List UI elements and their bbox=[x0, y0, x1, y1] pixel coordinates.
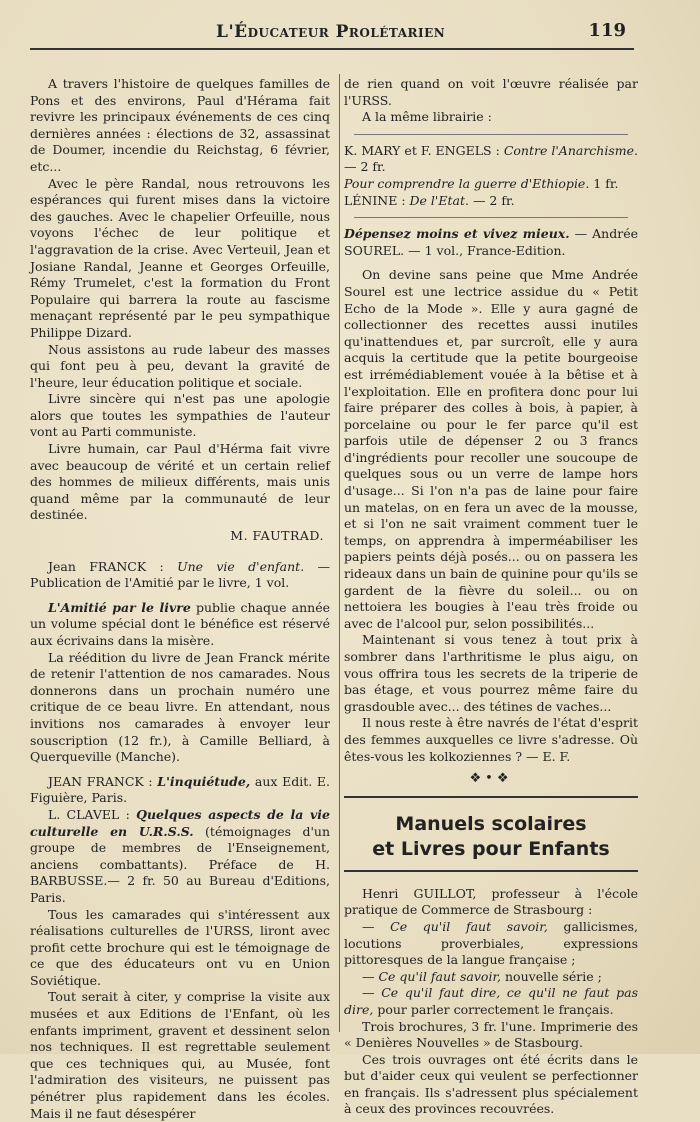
book-paragraph bbox=[30, 600, 330, 650]
book-title: Dépensez moins et vivez mieux. bbox=[344, 226, 570, 242]
book-entry bbox=[344, 193, 638, 210]
review-paragraph: Ces trois ouvrages ont été écrits dans le but d'aider ceux qui veulent se perfectionner en français. Ils s'adressent plus spécialement à ceux des provinces recouvrées. bbox=[344, 1051, 638, 1117]
review-paragraph: Avec le père Randal, nous retrouvons les espérances qui furent mises dans la victoire des gauches. Avec le chapelier Orfeuille, nous voyons l'échec de leur politique et l'aggravation de la crise. Avec Verteuil, Jean et Josiane Randal, Jeanne et Georges Orfeuille, Rémy Trumelet, c'est la formation du Front Populaire qui barrera la route au fascisme menaçant représenté par le peu sympathique Philippe Dizard. bbox=[30, 175, 330, 340]
book-title: L'inquiétude, bbox=[157, 773, 251, 789]
book-title: Ce qu'il faut savoir, bbox=[390, 918, 548, 934]
book-entry bbox=[344, 226, 638, 259]
book-entry bbox=[30, 559, 330, 592]
book-paragraph: Henri GUILLOT, professeur à l'école pratique de Commerce de Strasbourg : bbox=[344, 885, 638, 918]
book-details: — 2 fr. bbox=[468, 192, 515, 208]
book-author: Jean FRANCK : bbox=[48, 558, 178, 574]
book-details: nouvelle série ; bbox=[501, 968, 602, 984]
review-paragraph: Nous assistons au rude labeur des masses qui font peu à peu, devant la gravité de l'heure, leur éducation politique et sociale. bbox=[30, 341, 330, 390]
header-rule bbox=[30, 48, 634, 50]
section-heading-line: et Livres pour Enfants bbox=[372, 837, 610, 860]
book-title: Contre l'Anarchisme. bbox=[503, 142, 638, 158]
book-entry bbox=[30, 774, 330, 807]
book-entry bbox=[344, 919, 638, 969]
book-author: LÉNINE : bbox=[344, 192, 410, 208]
book-title: De l'Etat. bbox=[409, 192, 469, 208]
book-details: 1 fr. bbox=[589, 175, 619, 191]
book-entry bbox=[344, 176, 638, 193]
book-author: JEAN FRANCK : bbox=[48, 773, 158, 789]
book-entry bbox=[30, 807, 330, 907]
book-title: Ce qu'il faut savoir, bbox=[378, 968, 502, 984]
review-paragraph: de rien quand on voit l'œuvre réalisée par l'URSS. bbox=[344, 76, 638, 108]
review-paragraph: Livre humain, car Paul d'Hérma fait vivre avec beaucoup de vérité et un certain relief des hommes de milieux différents, mais unis quand même par la communauté de leur destinée. bbox=[30, 441, 330, 523]
book-details: pour parler correctement le français. bbox=[373, 1001, 614, 1017]
running-head bbox=[216, 22, 636, 46]
section-heading bbox=[344, 812, 638, 862]
book-title: Ce qu'il faut dire, ce qu'il ne faut pas dire, bbox=[344, 985, 638, 1017]
paragraph-text: publie chaque année un volume spécial dont le bénéfice est réservé aux écrivains dans la misère. bbox=[30, 599, 331, 648]
journal-title: L'Éducateur Prolétarien bbox=[216, 22, 446, 42]
review-paragraph: Trois brochures, 3 fr. l'une. Imprimerie des « Denières Nouvelles » de Stasbourg. bbox=[344, 1018, 638, 1051]
review-paragraph: Tous les camarades qui s'intéressent aux réalisations culturelles de l'URSS, liront avec profit cette brochure qui est le témoignage de ce que des éducateurs ont vu en Union Soviétique. bbox=[30, 906, 330, 988]
book-entry bbox=[344, 985, 638, 1018]
column-divider bbox=[339, 74, 340, 1032]
dash: — bbox=[362, 985, 382, 1001]
review-paragraph: A la même librairie : bbox=[362, 109, 492, 125]
book-author: L. CLAVEL : bbox=[48, 806, 137, 822]
section-rule bbox=[344, 870, 638, 872]
review-paragraph: Tout serait à citer, y comprise la visite aux musées et aux Editions de l'Enfant, où les enfants impriment, gravent et dessinent selon nos techniques. Il est regrettable seulement que ces techniques qui, au Musée, font l'admiration des visiteurs, ne puissent pas pénétrer plus rapidement dans les écoles. Mais il ne faut désespérer bbox=[30, 989, 330, 1121]
book-details: — 2 fr. bbox=[344, 159, 386, 175]
review-paragraph: A travers l'histoire de quelques familles de Pons et des environs, Paul d'Hérama fait revivre les principaux événements de ces cinq dernières années : élections de 32, assassinat de Doumer, incendie du Reichstag, 6 février, etc... bbox=[30, 76, 330, 174]
book-entry bbox=[344, 969, 638, 986]
separator-rule bbox=[354, 134, 628, 135]
left-column bbox=[30, 76, 330, 1122]
book-details: — Andrée SOUREL. — 1 vol., France-Edition. bbox=[344, 226, 638, 258]
dash: — bbox=[362, 918, 391, 934]
book-author: K. MARY et F. ENGELS : bbox=[344, 142, 504, 158]
page-number: 119 bbox=[588, 20, 626, 41]
book-title: Pour comprendre la guerre d'Ethiopie. bbox=[344, 175, 590, 191]
book-details: — Publication de l'Amitié par le livre, 1 vol. bbox=[30, 558, 330, 591]
book-title: Quelques aspects de la vie culturelle en U.R.S.S. bbox=[30, 806, 330, 839]
publisher-name: L'Amitié par le livre bbox=[48, 599, 191, 615]
review-signature: M. FAUTRAD. bbox=[230, 528, 324, 544]
review-paragraph: La réédition du livre de Jean Franck mérite de retenir l'attention de nos camarades. Nous donnerons dans un prochain numéro une critique de ce beau livre. En attendant, nous invitions nos camarades à envoyer leur souscription (12 fr.), à Camille Belliard, à Querqueville (Manche). bbox=[30, 649, 330, 765]
ornament: ❖•❖ bbox=[469, 771, 513, 787]
book-details: aux Edit. E. Figuière, Paris. bbox=[30, 773, 330, 806]
section-rule bbox=[344, 796, 638, 798]
review-paragraph: Maintenant si vous tenez à tout prix à sombrer dans l'arthritisme le plus aigu, on vous offrira tous les secrets de la triperie de bas étage, et vous pourrez même faire du grasdouble avec... des tétines de vaches... bbox=[344, 632, 638, 714]
book-details: (témoignages d'un groupe de membres de l'Enseignement, anciens combattants). Préface de H. BARBUSSE.— 2 fr. 50 au Bureau d'Editions, Paris. bbox=[30, 823, 330, 905]
book-details: gallicismes, locutions proverbiales, expressions pittoresques de la langue française ; bbox=[344, 918, 638, 968]
right-column bbox=[344, 76, 638, 1118]
book-title: Une vie d'enfant. bbox=[177, 558, 305, 574]
book-entry bbox=[344, 143, 638, 176]
section-heading-line: Manuels scolaires bbox=[395, 812, 587, 835]
dash: — bbox=[362, 968, 379, 984]
separator-rule bbox=[354, 217, 628, 218]
review-paragraph: Livre sincère qui n'est pas une apologie alors que toutes les sympathies de l'auteur vont au Parti communiste. bbox=[30, 391, 330, 440]
review-paragraph: Il nous reste à être navrés de l'état d'esprit des femmes auxquelles ce livre s'adresse. Où êtes-vous les kolkoziennes ? — E. F. bbox=[344, 715, 638, 764]
review-paragraph: On devine sans peine que Mme Andrée Sourel est une lectrice assidue du « Petit Echo de la Mode ». Elle y aura gagné de collectionner des recettes aussi inutiles qu'inattendues et, par surcroît, elle y aura acquis la certitude que la petite bourgeoise est irrémédiablement vouée à la bêtise et à l'exploitation. Elle en profitera donc pour lui faire préparer des colles à bois, à papier, à porcelaine ou pour le fer parce qu'il est parfois utile de dépenser 2 ou 3 francs d'ingrédients pour recoller une soucoupe de quelques sous ou un verre de lampe hors d'usage... Si l'on n'a pas de laine pour faire un matelas, on en fera un avec de la mousse, et si l'on ne sait vraiment comment tuer le temps, on apprendra à imperméabiliser les papiers peints déjà posés... ou on passera les rideaux dans un bain de quinine pour qu'ils se gardent de la fièvre du soleil... ou on nettoiera les bougies à l'eau très froide ou avec de l'alcool pur, selon possibilités... bbox=[344, 267, 638, 631]
